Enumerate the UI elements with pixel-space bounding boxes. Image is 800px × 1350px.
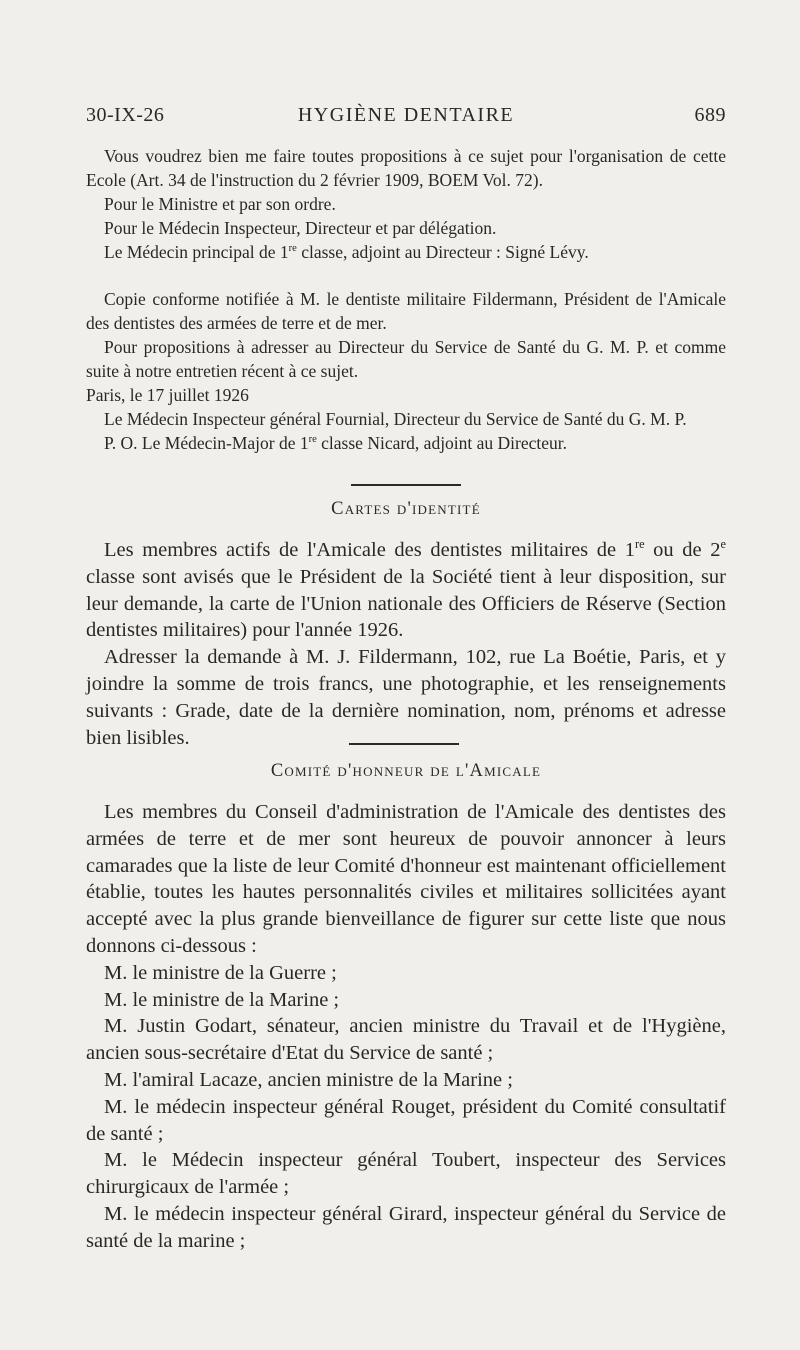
header-date: 30-IX-26 <box>86 104 165 126</box>
signature-section <box>86 407 726 455</box>
cartes-paragraph: Adresser la demande à M. J. Fildermann, 102, rue La Boétie, Paris, et y joindre la somme de trois francs, une photographie, et les renseignements suivants : Grade, date de la dernière nomination, nom, prénoms et adresse bien lisibles. <box>86 646 726 749</box>
copy-notice-section <box>86 287 726 407</box>
letter-line: Pour le Ministre et par son ordre. <box>104 194 336 214</box>
section-heading-comite: Comité d'honneur de l'Amicale <box>270 761 542 781</box>
cartes-paragraph: Les membres actifs de l'Amicale des dentistes militaires de 1re ou de 2e classe sont avisés que le Président de la Société tient à leur disposition, sur leur demande, la carte de l'Union nationale des Officiers de Réserve (Section dentistes militaires) pour l'année 1926. <box>86 537 726 642</box>
copy-paragraph: Copie conforme notifiée à M. le dentiste militaire Fildermann, Président de l'Amicale des dentistes des armées de terre et de mer. <box>86 289 726 333</box>
cartes-section <box>86 537 726 751</box>
list-item: M. le ministre de la Guerre ; <box>104 961 337 984</box>
section-divider <box>349 743 459 745</box>
page-number: 689 <box>694 104 726 126</box>
list-item: M. l'amiral Lacaze, ancien ministre de la Marine ; <box>104 1068 513 1091</box>
signature-paragraph: Le Médecin Inspecteur général Fournial, Directeur du Service de Santé du G. M. P. <box>104 409 687 429</box>
comite-intro: Les membres du Conseil d'administration de l'Amicale des dentistes des armées de terre et de mer sont heureux de pouvoir annoncer à leurs camarades que la liste de leur Comité d'honneur est maintenant officiellement établie, toutes les hautes personnalités civiles et militaires sollicitées ayant accepté avec la plus grande bienveillance de figurer sur cette liste que nous donnons ci-dessous : <box>86 801 726 957</box>
letter-paragraph: Vous voudrez bien me faire toutes propositions à ce sujet pour l'organisation de cette Ecole (Art. 34 de l'instruction du 2 février 1909, BOEM Vol. 72). <box>86 146 726 190</box>
letter-section <box>86 144 726 264</box>
letter-line: Pour le Médecin Inspecteur, Directeur et par délégation. <box>104 218 497 238</box>
list-item: M. le médecin inspecteur général Rouget, président du Comité consultatif de santé ; <box>86 1095 726 1145</box>
letter-signature: Le Médecin principal de 1re classe, adjoint au Directeur : Signé Lévy. <box>104 242 589 262</box>
list-item: M. le médecin inspecteur général Girard, inspecteur général du Service de santé de la marine ; <box>86 1202 726 1252</box>
list-item: M. Justin Godart, sénateur, ancien ministre du Travail et de l'Hygiène, ancien sous-secrétaire d'Etat du Service de santé ; <box>86 1015 726 1065</box>
place-date-line: Paris, le 17 juillet 1926 <box>86 385 249 405</box>
section-divider <box>351 484 461 486</box>
list-item: M. le Médecin inspecteur général Toubert, inspecteur des Services chirurgicaux de l'armée ; <box>86 1149 726 1199</box>
header-title: HYGIÈNE DENTAIRE <box>297 104 515 126</box>
section-heading-cartes: Cartes d'identité <box>331 499 481 519</box>
copy-paragraph: Pour propositions à adresser au Directeur du Service de Santé du G. M. P. et comme suite à notre entretien récent à ce sujet. <box>86 337 726 381</box>
running-header <box>86 104 726 134</box>
list-item: M. le ministre de la Marine ; <box>104 988 340 1011</box>
signature-paragraph: P. O. Le Médecin-Major de 1re classe Nicard, adjoint au Directeur. <box>104 433 568 453</box>
comite-section <box>86 799 726 1255</box>
